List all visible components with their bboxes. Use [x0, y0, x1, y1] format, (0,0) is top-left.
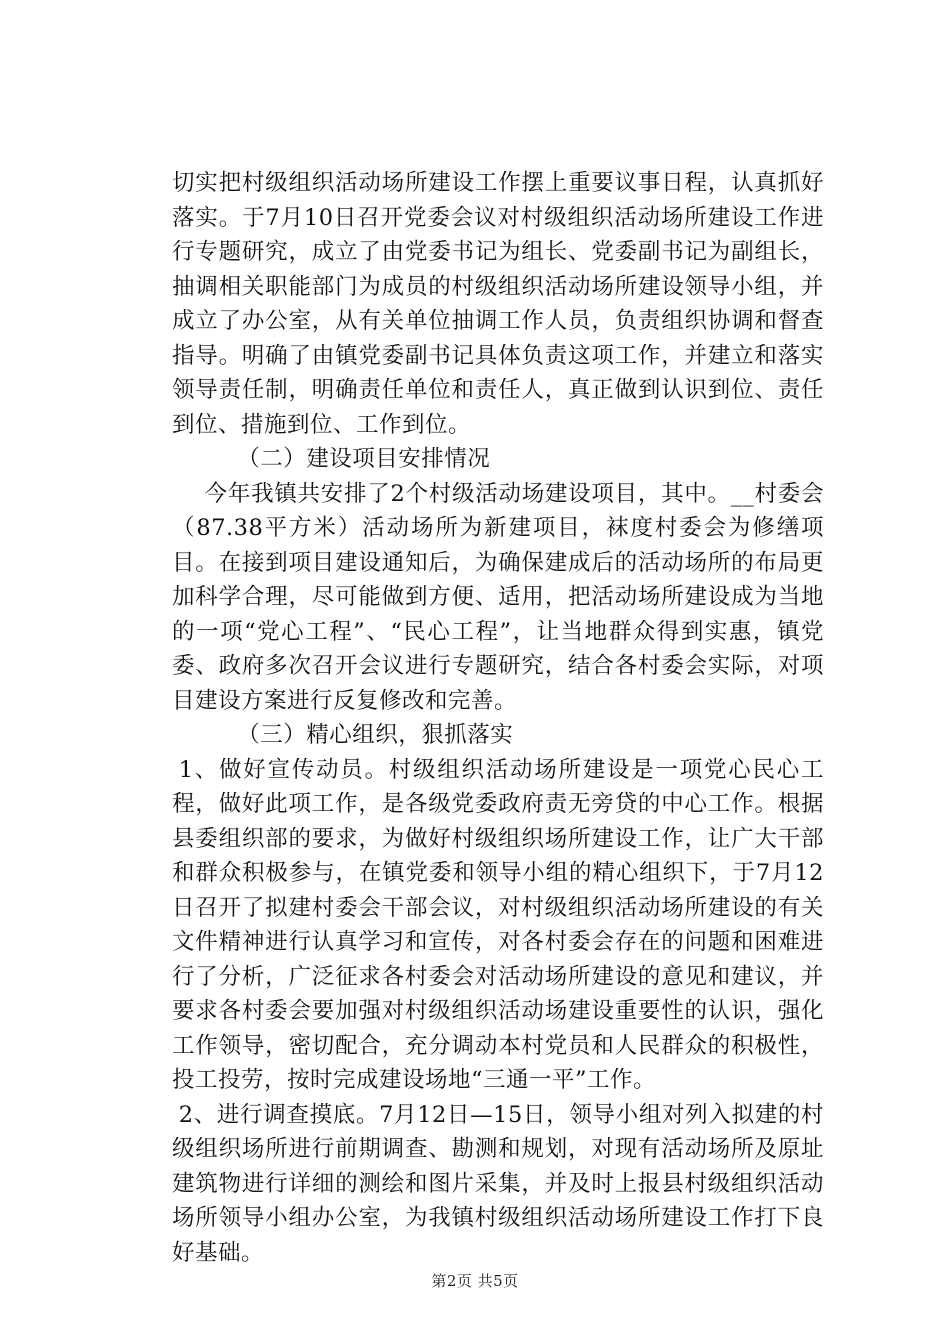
- heading-organization: （三）精心组织，狠抓落实: [237, 722, 514, 748]
- paragraph-publicity: 1、做好宣传动员。村级组织活动场所建设是一项党心民心工程，做好此项工作，是各级党委政府责无旁贷的中心工作。根据县委组织部的要求，为做好村级组织场所建设工作，让广大干部和群众积极参与，在镇党委和领导小组的精心组织下，于7月12日召开了拟建村委会干部会议，对村级组织活动场所建设的有关文件精神进行认真学习和宣传，对各村委会存在的问题和困难进行了分析，广泛征求各村委会对活动场所建设的意见和建议，并要求各村委会要加强对村级组织活动场建设重要性的认识，强化工作领导，密切配合，充分调动本村党员和人民群众的积极性，投工投劳，按时完成建设场地“三通一平”工作。: [172, 756, 824, 1093]
- paragraph-investigation: 2、进行调查摸底。7月12日—15日，领导小组对列入拟建的村级组织场所进行前期调查、勘测和规划，对现有活动场所及原址建筑物进行详细的测绘和图片采集，并及时上报县村级组织活动场所领导小组办公室，为我镇村级组织活动场所建设工作打下良好基础。: [172, 1101, 824, 1266]
- document-body: [172, 166, 824, 1270]
- paragraph-project-arrangement: 今年我镇共安排了2个村级活动场建设项目，其中。__村委会（87.38平方米）活动场所为新建项目，袜度村委会为修缮项目。在接到项目建设通知后，为确保建成后的活动场所的布局更加科学合理，尽可能做到方便、适用，把活动场所建设成为当地的一项“党心工程”、“民心工程”，让当地群众得到实惠，镇党委、政府多次召开会议进行专题研究，结合各村委会实际，对项目建设方案进行反复修改和完善。: [172, 480, 824, 714]
- heading-project-arrangement: （二）建设项目安排情况: [237, 446, 491, 472]
- page-number-footer: 第2页 共5页: [431, 1272, 519, 1290]
- paragraph-leadership: 切实把村级组织活动场所建设工作摆上重要议事日程，认真抓好落实。于7月10日召开党委会议对村级组织活动场所建设工作进行专题研究，成立了由党委书记为组长、党委副书记为副组长，抽调相关职能部门为成员的村级组织活动场所建设领导小组，并成立了办公室，从有关单位抽调工作人员，负责组织协调和督查指导。明确了由镇党委副书记具体负责这项工作，并建立和落实领导责任制，明确责任单位和责任人，真正做到认识到位、责任到位、措施到位、工作到位。: [172, 170, 824, 438]
